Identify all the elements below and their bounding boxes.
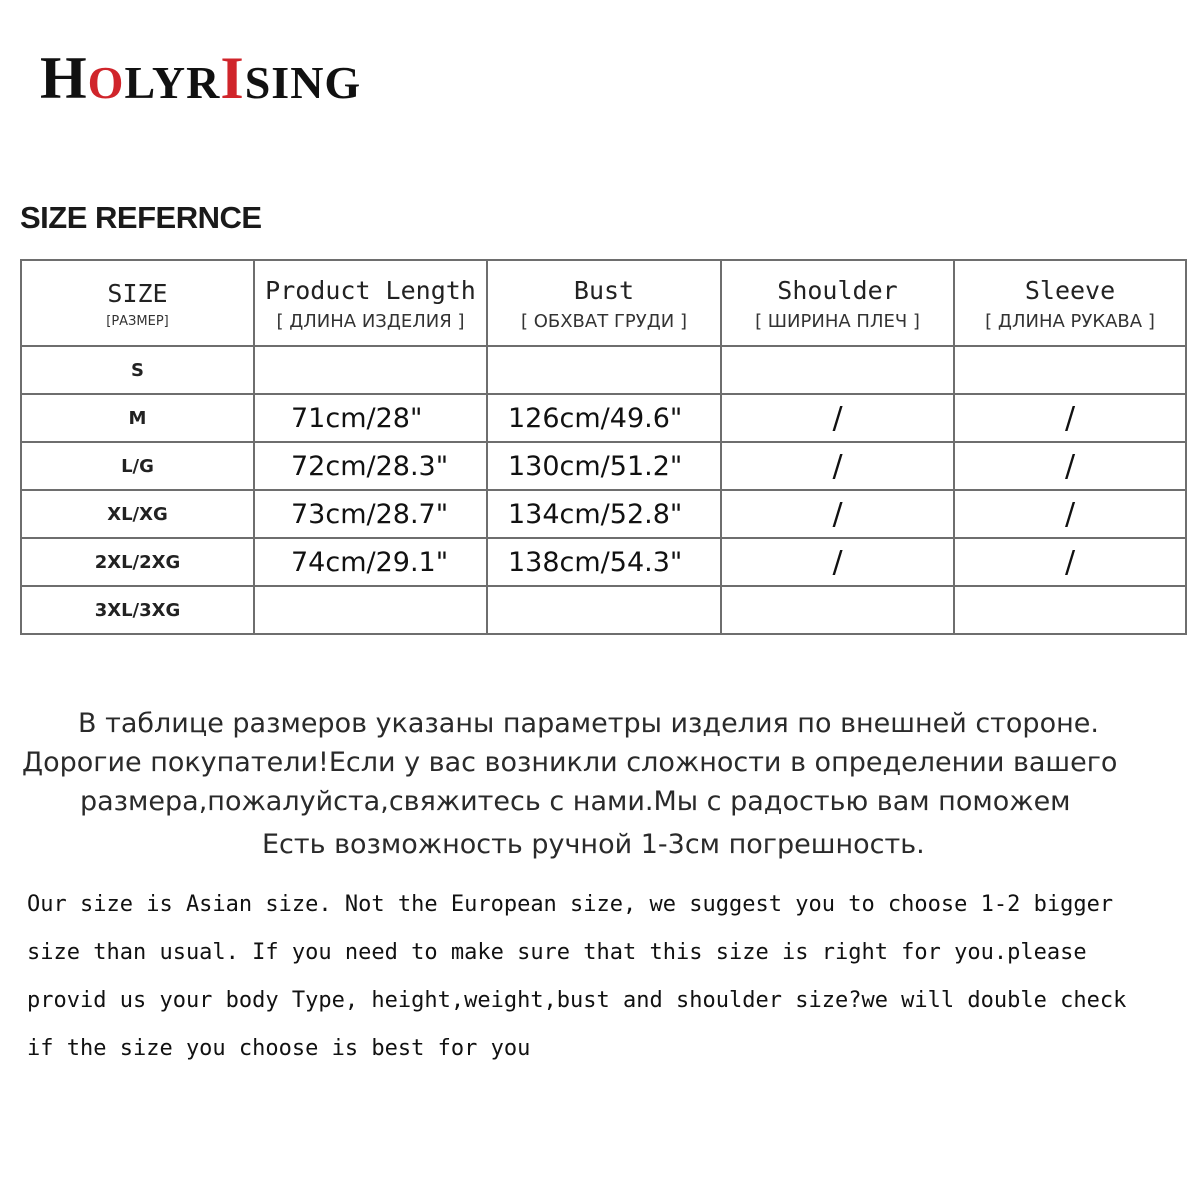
en-note-line: provid us your body Type, height,weight,bust and shoulder size?we will double check — [27, 988, 1127, 1013]
size-cell: 2XL/2XG — [21, 538, 254, 586]
length-cell: 73cm/28.7" — [254, 490, 487, 538]
size-cell: S — [21, 346, 254, 394]
header-shoulder: Shoulder [ ШИРИНА ПЛЕЧ ] — [721, 260, 954, 346]
en-note-line: size than usual. If you need to make sure that this size is right for you.please — [27, 940, 1087, 965]
logo-letters-olyr: LYR — [124, 57, 221, 108]
en-note-line: if the size you choose is best for you — [27, 1036, 531, 1061]
header-bust: Bust [ ОБХВАТ ГРУДИ ] — [487, 260, 721, 346]
en-note-line: Our size is Asian size. Not the European size, we suggest you to choose 1-2 bigger — [27, 892, 1114, 917]
logo-letter-h: H — [40, 45, 88, 111]
sleeve-cell — [954, 586, 1186, 634]
shoulder-cell: / — [721, 394, 954, 442]
brand-logo — [40, 45, 362, 111]
sleeve-cell: / — [954, 538, 1186, 586]
bust-cell: 126cm/49.6" — [487, 394, 721, 442]
size-cell: XL/XG — [21, 490, 254, 538]
size-cell: M — [21, 394, 254, 442]
english-notes — [27, 886, 1187, 1078]
header-product-length: Product Length [ ДЛИНА ИЗДЕЛИЯ ] — [254, 260, 487, 346]
bust-cell: 138cm/54.3" — [487, 538, 721, 586]
size-cell: L/G — [21, 442, 254, 490]
table-header-row — [21, 260, 1186, 346]
length-cell: 74cm/29.1" — [254, 538, 487, 586]
size-table — [20, 259, 1187, 635]
size-cell: 3XL/3XG — [21, 586, 254, 634]
table-row — [21, 346, 1186, 394]
ru-note-line: Дорогие покупатели!Если у вас возникли сложности в определении вашего — [22, 747, 1118, 778]
table-row — [21, 490, 1186, 538]
bust-cell — [487, 346, 721, 394]
logo-letter-i: I — [220, 45, 245, 111]
table-row — [21, 538, 1186, 586]
shoulder-cell: / — [721, 442, 954, 490]
sleeve-cell — [954, 346, 1186, 394]
bust-cell: 130cm/51.2" — [487, 442, 721, 490]
logo-letters-sing: SING — [244, 57, 362, 108]
sleeve-cell: / — [954, 490, 1186, 538]
shoulder-cell: / — [721, 538, 954, 586]
russian-notes — [0, 708, 1200, 868]
sleeve-cell: / — [954, 442, 1186, 490]
header-sleeve: Sleeve [ ДЛИНА РУКАВА ] — [954, 260, 1186, 346]
sleeve-cell: / — [954, 394, 1186, 442]
ru-note-line: Есть возможность ручной 1-3см погрешность. — [262, 829, 925, 860]
ru-note-line: В таблице размеров указаны параметры изделия по внешней стороне. — [78, 708, 1099, 739]
ru-note-line: размера,пожалуйста,свяжитесь с нами.Мы с радостью вам поможем — [80, 786, 1071, 817]
bust-cell — [487, 586, 721, 634]
logo-letters-o: O — [87, 57, 125, 108]
table-row — [21, 442, 1186, 490]
length-cell: 72cm/28.3" — [254, 442, 487, 490]
size-reference-title: SIZE REFERNCE — [20, 200, 262, 235]
header-size: SIZE [РАЗМЕР] — [21, 260, 254, 346]
table-row — [21, 586, 1186, 634]
length-cell — [254, 586, 487, 634]
length-cell — [254, 346, 487, 394]
shoulder-cell — [721, 586, 954, 634]
shoulder-cell: / — [721, 490, 954, 538]
table-row — [21, 394, 1186, 442]
bust-cell: 134cm/52.8" — [487, 490, 721, 538]
length-cell: 71cm/28" — [254, 394, 487, 442]
shoulder-cell — [721, 346, 954, 394]
